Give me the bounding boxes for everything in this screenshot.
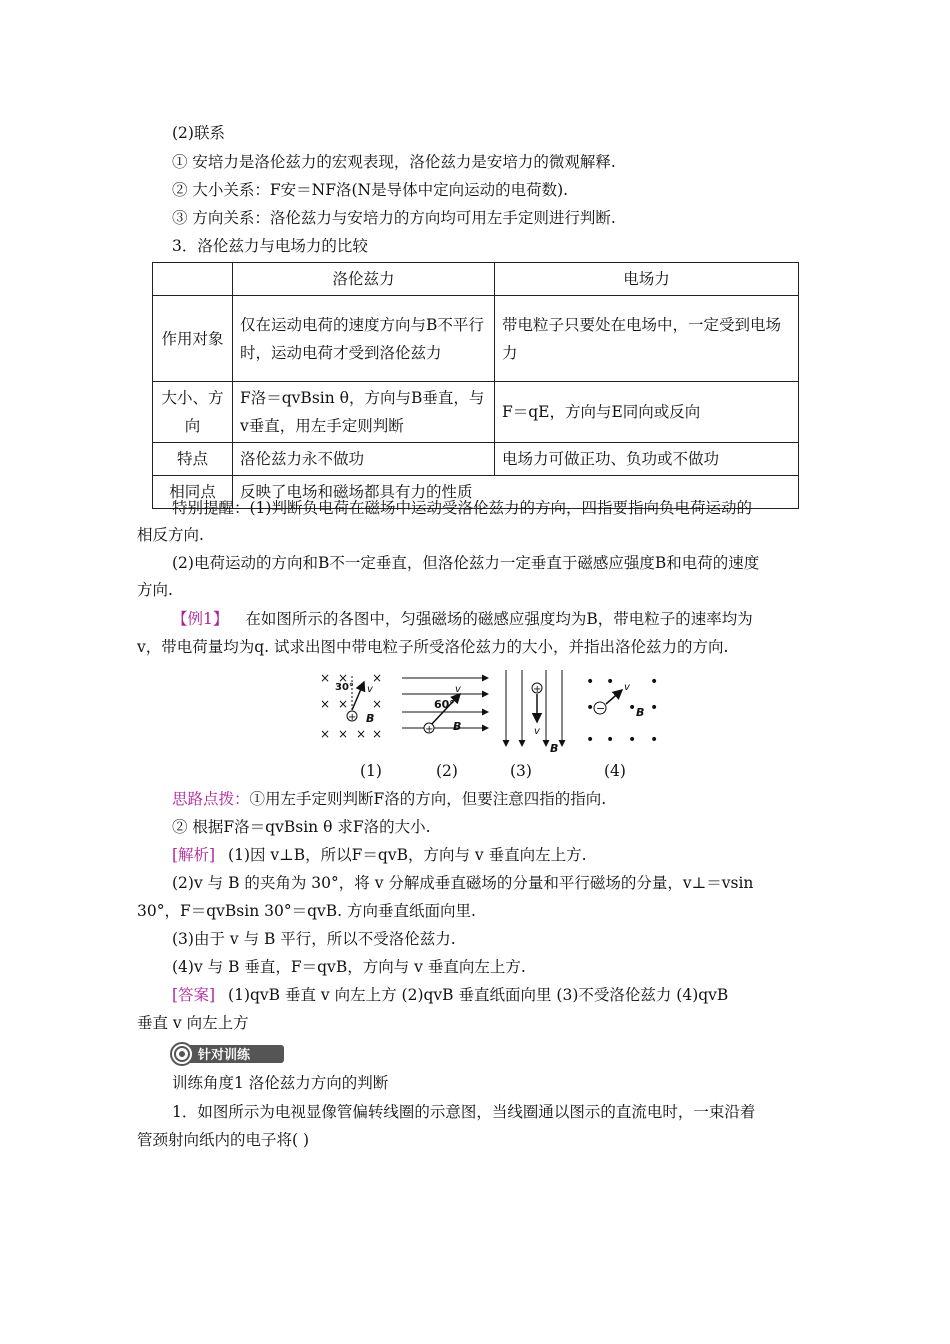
plus-charge: +: [348, 712, 357, 723]
table-header-empty: [153, 263, 233, 296]
cross-mark: ×: [372, 697, 383, 711]
answer-text-1: (1)qvB 垂直 v 向左上方 (2)qvB 垂直纸面向里 (3)不受洛伦兹力 (4)qvB: [228, 986, 729, 1004]
dot-mark: •: [586, 674, 595, 690]
table-row: [153, 382, 799, 443]
dot-mark: •: [606, 732, 615, 748]
cross-mark: ×: [338, 671, 349, 685]
cross-mark: ×: [320, 671, 331, 685]
field-label: B: [453, 720, 462, 733]
training-badge: [170, 1042, 286, 1066]
answer-line-2: 垂直 v 向左上方: [137, 1014, 249, 1032]
table-row: [153, 296, 799, 382]
example-line-1: [172, 609, 753, 629]
analysis-line-5: (4)v 与 B 垂直，F＝qvB，方向与 v 垂直向左上方.: [172, 958, 526, 976]
cross-mark: ×: [338, 697, 349, 711]
hint-line-1: [172, 789, 606, 809]
cross-mark: ×: [372, 671, 383, 685]
velocity-label: v: [455, 684, 461, 695]
training-badge-label: 针对训练: [198, 1048, 251, 1063]
table-cell: 特点: [153, 443, 233, 476]
table-cell: 洛伦兹力永不做功: [233, 443, 495, 476]
point-1: ① 安培力是洛伦兹力的宏观表现，洛伦兹力是安培力的微观解释.: [172, 153, 616, 171]
example-line-2: v，带电荷量均为q. 试求出图中带电粒子所受洛伦兹力的大小，并指出洛伦兹力的方向.: [137, 638, 729, 656]
table-header-electric: 电场力: [495, 263, 799, 296]
dot-mark: •: [650, 674, 659, 690]
cross-mark: ×: [320, 727, 331, 741]
analysis-line-1: [172, 845, 587, 865]
angle-30-label: 30°: [335, 682, 354, 693]
velocity-label: v: [534, 726, 540, 737]
dot-mark: •: [628, 732, 637, 748]
example-tag: 【例1】: [172, 610, 229, 628]
figure-label-2: (2): [436, 762, 458, 780]
dot-mark: •: [650, 700, 659, 716]
dot-mark: •: [606, 674, 615, 690]
field-label: B: [366, 712, 375, 725]
answer-tag: [答案]: [172, 986, 216, 1004]
analysis-text-1: (1)因 v⊥B，所以F＝qvB，方向与 v 垂直向左上方.: [228, 846, 587, 864]
table-header-lorentz: 洛伦兹力: [233, 263, 495, 296]
hint-tag: 思路点拨：: [172, 790, 250, 808]
dot-mark: •: [650, 732, 659, 748]
question-1-line-1: 1．如图所示为电视显像管偏转线圈的示意图，当线圈通以图示的直流电时，一束沿着: [172, 1103, 756, 1121]
cross-mark: ×: [372, 727, 383, 741]
angle-60-label: 60°: [434, 698, 455, 711]
table-cell: F＝qE，方向与E同向或反向: [495, 382, 799, 443]
point-2: ② 大小关系：F安＝NF洛(N是导体中定向运动的电荷数).: [172, 181, 569, 199]
minus-charge: −: [596, 702, 606, 715]
dot-mark: •: [586, 700, 595, 716]
figure-3: [506, 670, 562, 754]
table-cell: 仅在运动电荷的速度方向与B不平行时，运动电荷才受到洛伦兹力: [233, 296, 495, 382]
hint-line-2: ② 根据F洛＝qvBsin θ 求F洛的大小.: [172, 818, 431, 836]
dot-mark: •: [586, 732, 595, 748]
velocity-label: v: [367, 684, 373, 695]
table-row: [153, 443, 799, 476]
dot-mark: •: [628, 700, 637, 716]
analysis-tag: [解析]: [172, 846, 216, 864]
cross-mark: ×: [338, 727, 349, 741]
tip-line-2b: 方向.: [137, 581, 173, 599]
cross-mark: ×: [356, 727, 367, 741]
figure-label-1: (1): [360, 762, 382, 780]
figure-label-3: (3): [510, 762, 532, 780]
table-cell: F洛＝qvBsin θ，方向与B垂直，与v垂直，用左手定则判断: [233, 382, 495, 443]
velocity-label: v: [624, 682, 630, 693]
figure-1: [320, 671, 382, 741]
table-cell: 电场力可做正功、负功或不做功: [495, 443, 799, 476]
table-cell: 相同点: [153, 476, 233, 509]
analysis-line-3: 30°，F＝qvBsin 30°＝qvB. 方向垂直纸面向里.: [137, 902, 476, 920]
example-figure: [310, 666, 670, 754]
cross-mark: ×: [320, 697, 331, 711]
tip-line-1: 特别提醒：(1)判断负电荷在磁场中运动受洛伦兹力的方向，四指要指向负电荷运动的: [172, 499, 752, 517]
table-cell: 作用对象: [153, 296, 233, 382]
table-cell: 大小、方向: [153, 382, 233, 443]
plus-charge: +: [533, 684, 542, 695]
comparison-table: [152, 262, 799, 509]
tip-line-2: (2)电荷运动的方向和B不一定垂直，但洛伦兹力一定垂直于磁感应强度B和电荷的速度: [172, 554, 760, 572]
field-label: B: [550, 742, 559, 754]
answer-line-1: [172, 985, 728, 1005]
field-label: B: [636, 706, 645, 719]
plus-charge: +: [425, 724, 434, 735]
training-subtitle: 训练角度1 洛伦兹力方向的判断: [172, 1074, 389, 1092]
table-cell: 反映了电场和磁场都具有力的性质: [233, 476, 799, 509]
table-cell: 带电粒子只要处在电场中，一定受到电场力: [495, 296, 799, 382]
tip-line-1b: 相反方向.: [137, 526, 204, 544]
example-text-1: 在如图所示的各图中，匀强磁场的磁感应强度均为B，带电粒子的速率均为: [245, 610, 753, 628]
figure-label-4: (4): [604, 762, 626, 780]
table-header-row: [153, 263, 799, 296]
question-1-line-2: 管颈射向纸内的电子将( ): [137, 1131, 310, 1149]
analysis-line-2: (2)v 与 B 的夹角为 30°，将 v 分解成垂直磁场的分量和平行磁场的分量，v⊥＝vsin: [172, 874, 754, 892]
analysis-line-4: (3)由于 v 与 B 平行，所以不受洛伦兹力.: [172, 930, 456, 948]
comparison-title: 3．洛伦兹力与电场力的比较: [172, 237, 368, 255]
hint-text-1: ①用左手定则判断F洛的方向，但要注意四指的指向.: [249, 790, 607, 808]
figure-2: [402, 678, 488, 735]
figure-4: [586, 674, 658, 748]
point-3: ③ 方向关系：洛伦兹力与安培力的方向均可用左手定则进行判断.: [172, 209, 616, 227]
section-heading: (2)联系: [172, 124, 225, 142]
